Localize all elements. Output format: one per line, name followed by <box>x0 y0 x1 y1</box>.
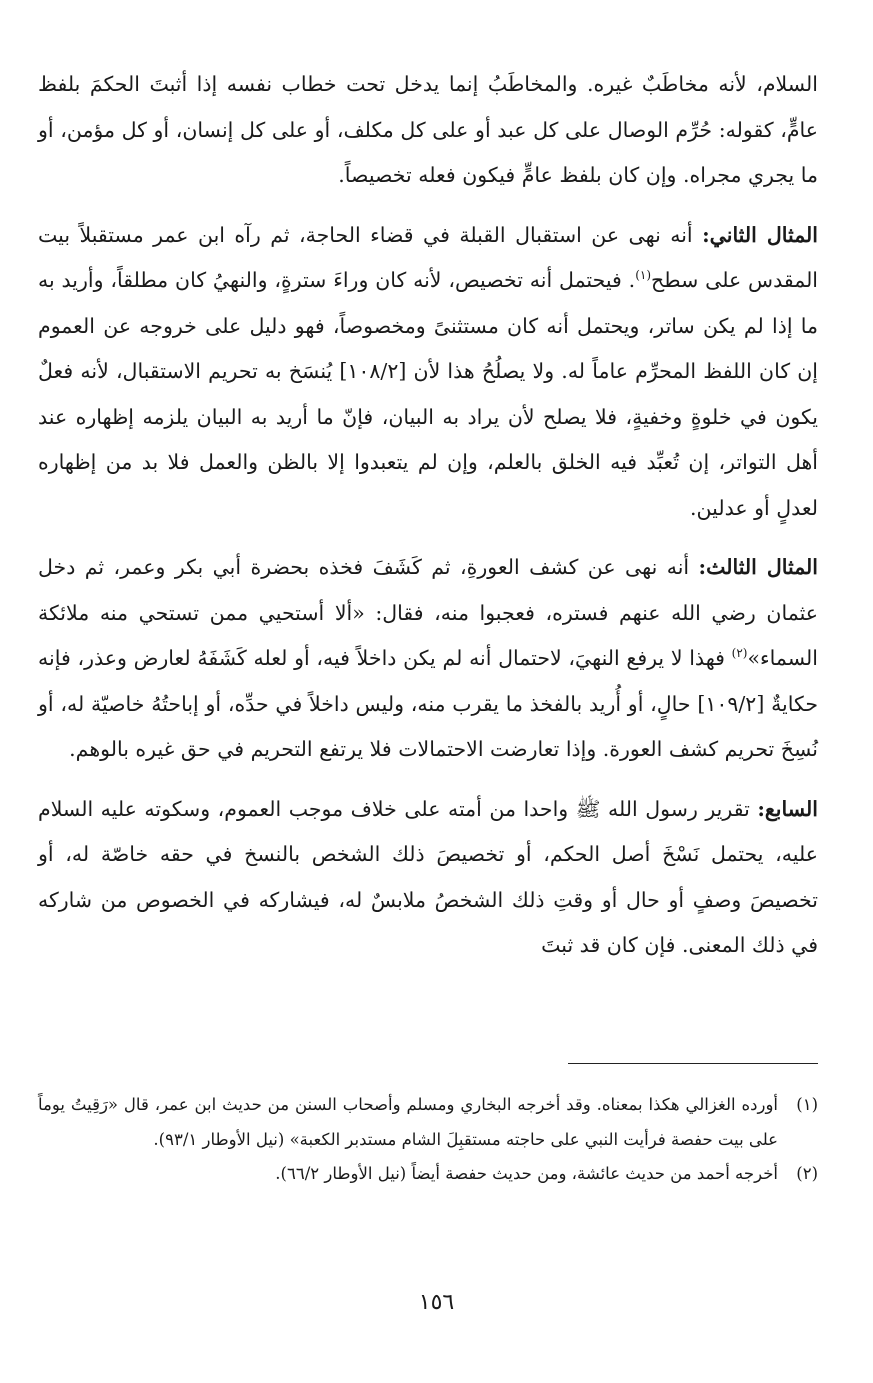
paragraph-heading: المثال الثالث: <box>698 555 818 579</box>
paragraph-text: تقرير رسول الله ﷺ واحدا من أمته على خلاف موجب العموم، وسكوته عليه السلام عليه، يحتمل نَسْخَ أصل الحكم، أو تخصيصَ ذلك الشخص بالنسخ في حقه خاصّة له، أو تخصيصَ وصفٍ أو حال أو وقتِ ذلك الشخصُ ملابسٌ له، فيشاركه في الخصوص من شاركه في ذلك المعنى. فإن كان قد ثبتَ <box>38 796 818 957</box>
footnote-reference[interactable]: (١) <box>635 268 652 283</box>
paragraph-text: أنه نهى عن كشف العورةِ، ثم كَشَفَ فخذه بحضرة أبي بكر وعمر، ثم دخل عثمان رضي الله عنهم فستره، فعجبوا منه، فقال: «ألا أستحيي ممن تستحي منه ملائكة السماء» <box>38 555 818 670</box>
footnote-text: أورده الغزالي هكذا بمعناه. وقد أخرجه البخاري ومسلم وأصحاب السنن من حديث ابن عمر، قال «رَقِيتُ يوماً على بيت حفصة فرأيت النبي على حاجته مستقبِلَ الشام مستدبر الكعبة» (نيل الأوطار ٩٣/١). <box>38 1095 778 1149</box>
footnote-reference[interactable]: (٢) <box>731 646 748 661</box>
page-number: ١٥٦ <box>418 1290 455 1315</box>
paragraph-continuation <box>38 62 818 199</box>
paragraph-heading: السابع: <box>757 796 818 821</box>
paragraph-example-two <box>38 213 818 532</box>
paragraph-text: أنه نهى عن استقبال القبلة في قضاء الحاجة، ثم رآه ابن عمر مستقبلاً بيت المقدس على سطح <box>38 222 819 292</box>
footnote-number: (٢) <box>796 1164 818 1183</box>
page-body <box>38 62 818 983</box>
paragraph-text: . فيحتمل أنه تخصيص، لأنه كان وراءَ سترةٍ، والنهيُ كان مطلقاً، وأريد به ما إذا لم يكن ساتر، ويحتمل أنه كان مستثنىً ومخصوصاً، فهو دليل على خروجه عن العموم إن كان اللفظ المحرِّم عاماً له. ولا يصلُحُ هذا لأن [١٠٨/٢] يُنسَخ به تحريم الاستقبال، لأنه فعلٌ يكون في خلوةٍ وخفيةٍ، فلا يصلح لأن يراد به البيان، فإنّ ما أريد به البيان يلزمه إظهاره عند أهل التواتر، إن تُعبِّد فيه الخلق بالعلم، وإن لم يتعبدوا إلا بالظن والعمل فلا بد من إظهاره لعدلٍ أو عدلين. <box>38 268 818 520</box>
paragraph-example-three <box>38 545 818 773</box>
footnote-separator <box>568 1063 818 1064</box>
footnote-text: أخرجه أحمد من حديث عائشة، ومن حديث حفصة أيضاً (نيل الأوطار ٦٦/٢). <box>275 1164 778 1183</box>
footnote-item <box>38 1157 818 1192</box>
paragraph-text: السلام، لأنه مخاطَبٌ غيره. والمخاطَبُ إنما يدخل تحت خطاب نفسه إذا أثبتَ الحكمَ بلفظ عامٍّ، كقوله: حُرِّم الوصال على كل عبد أو على كل مكلف، أو على كل إنسان، أو كل مؤمن، أو ما يجري مجراه. وإن كان بلفظ عامٍّ فيكون فعله تخصيصاً. <box>38 72 818 187</box>
footnotes <box>38 1088 818 1192</box>
paragraph-heading: المثال الثاني: <box>702 222 818 247</box>
footnote-number: (١) <box>796 1095 818 1114</box>
paragraph-seventh <box>38 787 818 969</box>
paragraph-text: فهذا لا يرفع النهيَ، لاحتمال أنه لم يكن داخلاً فيه، أو لعله كَشَفَهُ لعارض وعذر، فإنه حكايةٌ [١٠٩/٢] حالٍ، أو أُريد بالفخذ ما يقرب منه، وليس داخلاً في حدِّه، أو إباحتُهُ خاصيّة له، أو نُسِخَ تحريم كشف العورة. وإذا تعارضت الاحتمالات فلا يرتفع التحريم في حق غيره بالوهم. <box>38 646 819 761</box>
footnote-item <box>38 1088 818 1157</box>
